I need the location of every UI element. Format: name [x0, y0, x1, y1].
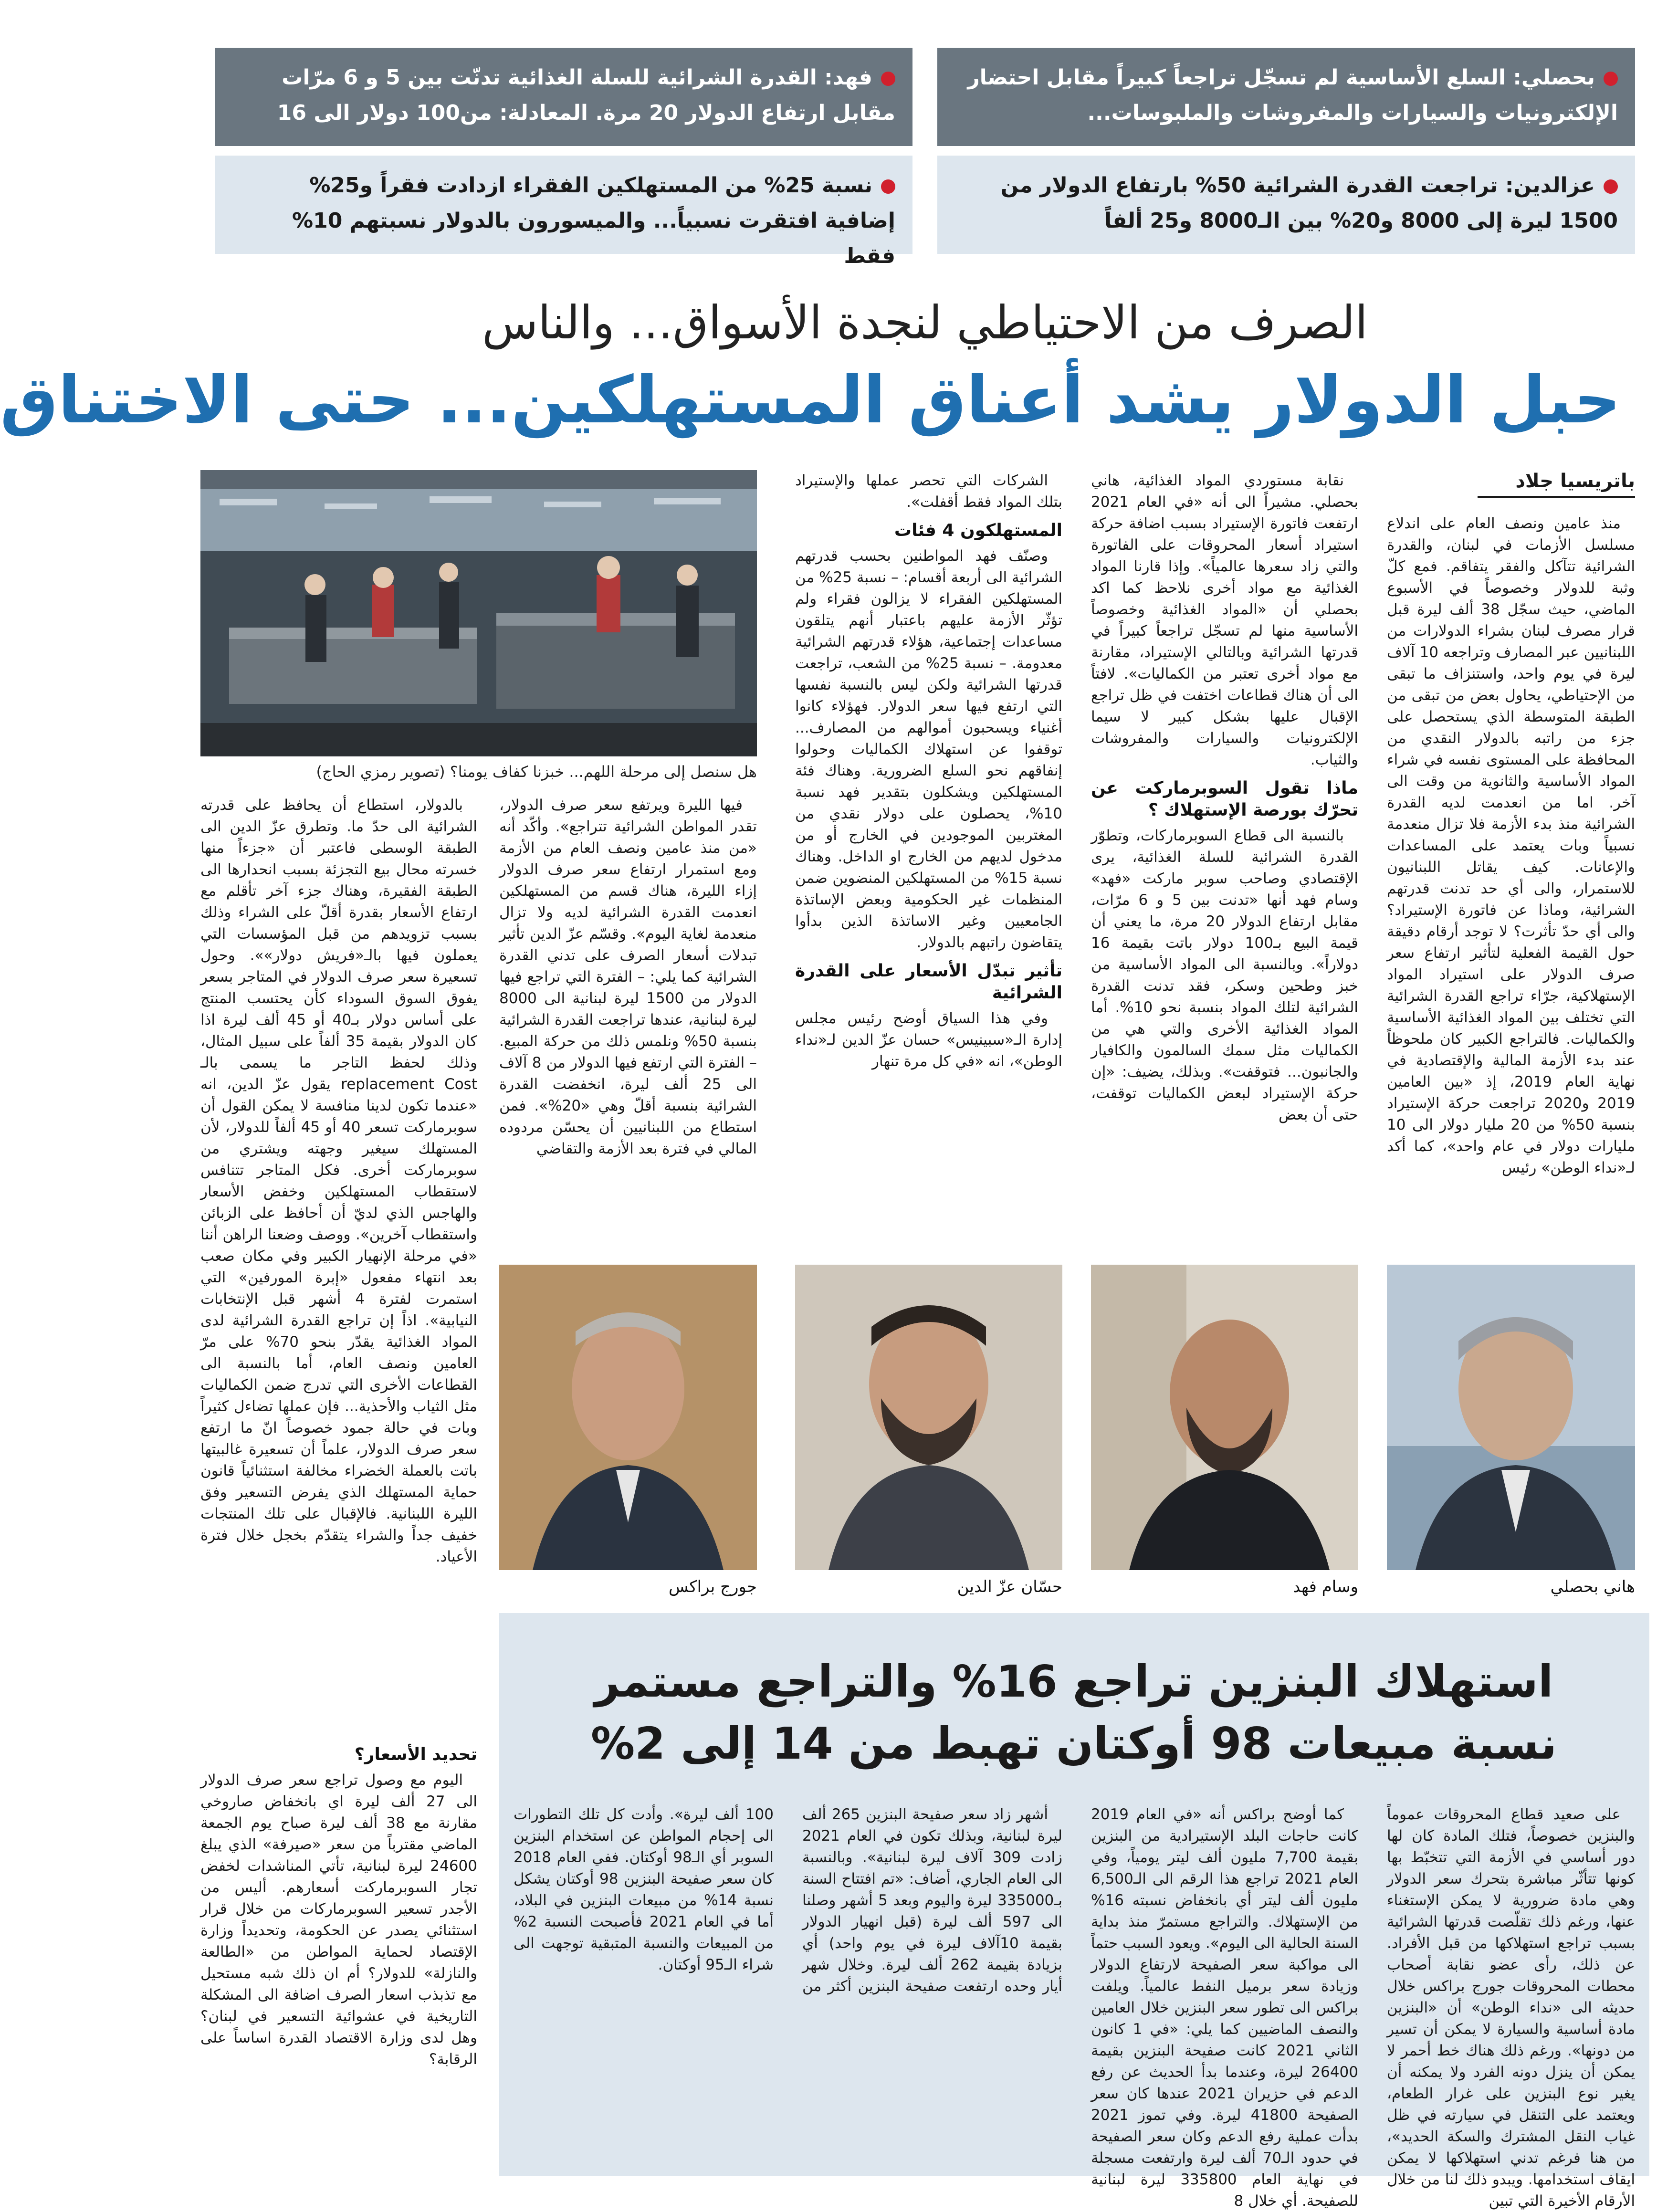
paragraph: على صعيد قطاع المحروقات عموماً والبنزين خصوصاً، فتلك المادة كان لها دور أساسي في الأزمة التي تتخبّط بها كونها تتأثّر مباشرة بتحرك سعر الدولار وهي مادة ضرورية لا يمكن الإستغناء عنها، ورغم ذلك تقلّصت قدرتها الشرائية بسبب تراجع استهلاكها من قبل الأفراد. عن ذلك، رأى عضو نقابة أصحاب محطات المحروقات جورج براكس خلال حديثه الى «نداء الوطن» أن «البنزين مادة أساسية والسيارة لا يمكن أن تسير من دونها». ورغم ذلك هناك خط أحمر لا يمكن أن ينزل دونه الفرد ولا يمكنه أن يغير نوع البنزين على غرار الطعام، ويعتمد على التنقل في سيارته في ظل غياب النقل المشترك والسكة الحديد»، من هنا فرغم تدني استهلاكها لا يمكن ايقاف استخدامها. ويبدو ذلك لنا من خلال الأرقام الأخيرة التي تبين: [1387, 1806, 1635, 2210]
article-column-1: [1387, 513, 1635, 1248]
portrait-hassan-izzeddine: [795, 1265, 1062, 1570]
article-column-2: [1091, 470, 1358, 1248]
portrait-george-brax: [499, 1265, 757, 1570]
paragraph: بالنسبة الى قطاع السوبرماركات، وتطوّر القدرة الشرائية للسلة الغذائية، يرى الإقتصادي وصاحب سوبر ماركت «فهد» وسام فهد أنها «تدنت بين 5 و 6 مرّات، مقابل ارتفاع الدولار 20 مرة، ما يعني أن قيمة البيع بـ100 دولار باتت بقيمة 16 دولاراً». وبالنسبة الى المواد الأساسية من خبز وطحين وسكر، فقد تدنت القدرة الشرائية لتلك المواد بنسبة نحو 10%. أما المواد الغذائية الأخرى والتي هي من الكماليات مثل سمك السالمون والكافيار والجانبون... فتوقفت». وبذلك، يضيف: «إن حركة الإستيراد لبعض الكماليات توقفت، حتى أن بعض: [1091, 827, 1359, 1123]
subhead: ماذا تقول السوبرماركت عن تحرّك بورصة الإستهلاك ؟: [1091, 778, 1358, 820]
pricing-column: [200, 1737, 477, 2186]
kicker: الصرف من الاحتياطي لنجدة الأسواق... والناس: [482, 296, 1368, 349]
summary-text: نسبة 25% من المستهلكين الفقراء ازدادت فقراً و25% إضافية افتقرت نسبياً... والميسورون بالدولار نسبتهم 10% فقط: [292, 173, 895, 268]
summary-text: القدرة الشرائية للسلة الغذائية تدنّت بين 5 و 6 مرّات مقابل ارتفاع الدولار 20 مرة. المعادلة: من100 دولار الى 16: [277, 65, 895, 125]
summary-bahsali: [937, 48, 1635, 146]
summary-izzeddine: [937, 156, 1635, 254]
page-title: حبل الدولار يشد أعناق المستهلكين... حتى الاختناق: [0, 363, 1621, 438]
byline: باتريسيا جلاد: [1478, 470, 1635, 498]
summary-label: عزالدين:: [1505, 173, 1595, 198]
person-photo: [499, 1265, 757, 1570]
bullet-dot: [1604, 179, 1618, 194]
fuel-column-3: [514, 1804, 1062, 2167]
paragraph: منذ عامين ونصف العام على اندلاع مسلسل الأزمات في لبنان، والقدرة الشرائية تتآكل والفقر يتفاقم. فمع كلّ وثبة للدولار وخصوصاً في الأسبوع الماضي، حيث سجّل 38 ألف ليرة قبل قرار مصرف لبنان بشراء الدولارات من اللبنانيين عبر المصارف وتراجعه 10 آلاف ليرة في يوم واحد، واستنزاف ما تبقى من الإحتياطي، يحاول بعض من تبقى من الطبقة المتوسطة الذي يستحصل على جزء من راتبه بالدولار النقدي من المحافظة على المستوى نفسه في شراء المواد الأساسية والثانوية من وقت الى آخر. اما من انعدمت لديه القدرة الشرائية منذ بدء الأزمة فلا تزال منعدمة نسبياً وبات يعتمد على المساعدات والإعانات. كيف يقاتل اللبنانيون للاستمرار، والى أي حد تدنت قدرتهم الشرائية، وماذا عن فاتورة الإستيراد؟ والى أي حدّ تأثرت؟ لا توجد أرقام دقيقة حول القيمة الفعلية لتأثير ارتفاع سعر صرف الدولار على استيراد المواد الإستهلاكية، جرّاء تراجع القدرة الشرائية التي تختلف بين المواد الغذائية الأساسية والكماليات. فالتراجع الكبير كان ملحوظاً عند بدء الأزمة المالية والإقتصادية في نهاية العام 2019، إذ «بين العامين 2019 و2020 تراجعت حركة الإستيراد بنسبة 50% من 20 مليار دولار الى 10 مليارات دولار في عام واحد»، كما أكد لـ«نداء الوطن» رئيس: [1387, 515, 1636, 1176]
paragraph: اليوم مع وصول تراجع سعر صرف الدولار الى 27 ألف ليرة اي بانخفاض صاروخي مقارنة مع 38 ألف ليرة صباح يوم الجمعة الماضي مقترباً من سعر «صيرفة» الذي يبلغ 24600 ليرة لبنانية، تأتي المناشدات لخفض تجار السوبرماركت أسعارهم. أليس من الأجدر تسعير السوبرماركات من خلال قرار استثنائي يصدر عن الحكومة، وتحديداً وزارة الإقتصاد لحماية المواطن من «الطالعة والنازلة» للدولار؟ أم ان ذلك شبه مستحيل مع تذبذب اسعار الصرف اضافة الى المشكلة التاريخية في عشوائية التسعير في لبنان؟ وهل لدى وزارة الاقتصاد القدرة اساساً على الرقابة؟: [200, 1772, 477, 2068]
paragraph: وفي هذا السياق أوضح رئيس مجلس إدارة الـ«سبينيس» حسان عزّ الدين لـ«نداء الوطن»، انه «في كل مرة تنهار: [795, 1010, 1062, 1070]
portrait-caption: حسّان عزّ الدين: [957, 1577, 1062, 1596]
paragraph: وصنّف فهد المواطنين بحسب قدرتهم الشرائية الى أربعة أقسام: – نسبة 25% من المستهلكين الفقراء لا يزالون فقراء ولم تؤثّر الأزمة عليهم باعتبار أنهم يتلقون مساعدات إجتماعية، هؤلاء قدرتهم الشرائية معدومة. – نسبة 25% من الشعب، تراجعت قدرتها الشرائية ولكن ليس بالنسبة نفسها التي ارتفع فيها سعر الدولار. فهؤلاء كانوا أغنياء ويسحبون أموالهم من المصارف... توقفوا عن استهلاك الكماليات وحولوا إنفاقهم نحو السلع الضرورية. وهناك فئة المستهلكين ويشكلون بتقدير فهد نسبة 10%، يحصلون على دولار نقدي من المغتربين الموجودين في الخارج أو من مدخول لديهم من الخارج او الداخل. وهناك نسبة 15% من المستهلكين المنضوين ضمن المنظمات غير الحكومية وبعض الإساتذة الجامعيين وغير الاساتذة الذين بدأوا يتقاضون راتبهم بالدولار.: [795, 547, 1062, 951]
bullet-dot: [1604, 72, 1618, 86]
paragraph: كما أوضح براكس أنه «في العام 2019 كانت حاجات البلد الإستيرادية من البنزين بقيمة 7,700 مليون ألف ليتر يومياً، وفي العام 2021 تراجع هذا الرقم الى الـ6,500 مليون ألف ليتر أي بانخفاض نسبته 16% من الإستهلاك. والتراجع مستمرّ منذ بداية السنة الحالية الى اليوم». ويعود السبب حتماً الى مواكبة سعر الصفيحة لارتفاع الدولار وزيادة سعر برميل النفط عالمياً. ويلفت براكس الى تطور سعر البنزين خلال العامين والنصف الماضيين كما يلي: «في 1 كانون الثاني 2021 كانت صفيحة البنزين بقيمة 26400 ليرة، وعندما بدأ الحديث عن رفع الدعم في حزيران 2021 عندها كان سعر الصفيحة 41800 ليرة. وفي تموز 2021 بدأت عملية رفع الدعم وكان سعر الصفيحة في حدود الـ70 ألف ليرة وارتفعت مسجلة في نهاية العام 335800 ليرة لبنانية للصفيحة. أي خلال 8: [1091, 1806, 1359, 2210]
summary-label: بحصلي:: [1513, 65, 1595, 90]
paragraph: الشركات التي تحصر عملها والإستيراد بتلك المواد فقط أقفلت».: [795, 472, 1062, 511]
paragraph: أشهر زاد سعر صفيحة البنزين 265 ألف ليرة لبنانية، وبذلك تكون في العام 2021 زادت 309 آلاف ليرة لبنانية». وبالنسبة الى العام الجاري، أضاف: «تم افتتاح السنة بـ335000 ليرة واليوم وبعد 5 أشهر وصلنا الى 597 ألف ليرة (قبل انهيار الدولار بقيمة 10آلاف ليرة في يوم واحد) أي بزيادة بقيمة 262 ألف ليرة. وخلال شهر أيار وحده ارتفعت صفيحة البنزين أكثر من 100 ألف ليرة». وأدت كل تلك التطورات الى إحجام المواطن عن استخدام البنزين السوبر أي الـ98 أوكتان. ففي العام 2018 كان سعر صفيحة البنزين 98 أوكتان يشكل نسبة 14% من مبيعات البنزين في البلاد، أما في العام 2021 فأصبحت النسبة 2% من المبيعات والنسبة المتبقية توجهت الى شراء الـ95 أوكتان.: [514, 1806, 1063, 1995]
summary-consumers: [215, 156, 912, 268]
article-column-4: [499, 795, 757, 1248]
person-photo: [1091, 1265, 1358, 1570]
portrait-caption: وسام فهد: [1293, 1577, 1358, 1596]
supermarket-illustration: [200, 470, 757, 756]
summary-text: السلع الأساسية لم تسجّل تراجعاً كبيراً مقابل احتضار الإلكترونيات والسيارات والمفروشات والملبوسات...: [967, 65, 1618, 125]
fuel-headline-2: نسبة مبيعات 98 أوكتان تهبط من 14 إلى 2%: [590, 1718, 1557, 1769]
article-column-5: [200, 795, 477, 1718]
paragraph: فيها الليرة ويرتفع سعر صرف الدولار، تقدر المواطن الشرائية تتراجع». وأكّد أنه «من منذ عامين ونصف العام من الأزمة ومع استمرار ارتفاع سعر صرف الدولار إزاء الليرة، هناك قسم من المستهلكين انعدمت القدرة الشرائية لديه ولا تزال منعدمة لغاية اليوم». وقسّم عزّ الدين تأثير تبدلات أسعار الصرف على تدني القدرة الشرائية كما يلي: – الفترة التي تراجع فيها الدولار من 1500 ليرة لبنانية الى 8000 ليرة لبنانية، عندها تراجعت القدرة الشرائية بنسبة 50% ونلمس ذلك من حركة المبيع. – الفترة التي ارتفع فيها الدولار من 8 آلاف الى 25 ألف ليرة، انخفضت القدرة الشرائية بنسبة أقلّ وهي «20%». فمن استطاع من اللبنانيين أن يحسّن مردوده المالي في فترة بعد الأزمة والتقاضي: [499, 797, 757, 1157]
supermarket-photo: [200, 470, 757, 756]
subhead: تحديد الأسعار؟: [354, 1745, 477, 1764]
portrait-caption: جورج براكس: [669, 1577, 757, 1596]
person-photo: [1387, 1265, 1635, 1570]
summary-label: فهد:: [824, 65, 872, 90]
bullet-dot: [881, 179, 895, 194]
fuel-column-2: [1091, 1804, 1359, 2210]
portrait-caption: هاني بحصلي: [1550, 1577, 1635, 1596]
summary-text: تراجعت القدرة الشرائية 50% بارتفاع الدولار من 1500 ليرة إلى 8000 و20% بين الـ8000 و25 ألفاً: [1000, 173, 1618, 233]
fuel-column-1: [1387, 1804, 1635, 2210]
subhead: تأثير تبدّل الأسعار على القدرة الشرائية: [795, 961, 1062, 1003]
paragraph: بالدولار، استطاع أن يحافظ على قدرته الشرائية الى حدّ ما. وتطرق عزّ الدين الى الطبقة الوسطى فاعتبر أن «جزءاً منها خسرته محال بيع التجزئة بسبب انحدارها الى الطبقة الفقيرة، وهناك جزء آخر تأقلم مع ارتفاع الأسعار بقدرة أقلّ على الشراء وذلك بسبب تزويدهم من قبل المؤسسات التي يعملون فيها بالـ«فريش دولار»». وحول تسعيرة سعر صرف الدولار في المتاجر بسعر يفوق السوق السوداء كأن يحتسب المنتج على أساس دولار بـ40 أو 45 ألف ليرة اذا كان الدولار بقيمة 35 ألفاً على سبيل المثال، وذلك لحفظ التاجر ما يسمى بالـ replacement Cost يقول عزّ الدين، انه «عندما تكون لدينا منافسة لا يمكن القول أن سوبرماركت تسعر 40 أو 45 ألفاً للدولار، لأن المستهلك سيغير وجهته ويشتري من سوبرماركت أخرى. فكل المتاجر تتنافس لاستقطاب المستهلكين وخفض الأسعار والهاجس الذي لديّ أن أحافظ على الزبائن واستقطاب آخرين». ووصف وضعنا الراهن أننا «في مرحلة الإنهيار الكبير وفي مكان صعب بعد انتهاء مفعول «إبرة المورفين» التي استمرت لفترة 4 أشهر قبل الإنتخابات النيابية». اذاً إن تراجع القدرة الشرائية لدى المواد الغذائية يقدّر بنحو 70% على مرّ العامين ونصف العام، أما بالنسبة الى القطاعات الأخرى التي تدرج ضمن الكماليات مثل الثياب والأحذية... فإن عملها تضاءل كثيراً وبات في حالة جمود خصوصاً انّ ما ارتفع سعر صرف الدولار، علماً أن تسعيرة غالبيتها باتت بالعملة الخضراء مخالفة استثنائياً قانون حماية المستهلك الذي يفرض التسعير وفق الليرة اللبنانية. فالإقبال على تلك المنتجات خفيف جداً والشراء يتقدّم بخجل خلال فترة الأعياد.: [200, 797, 478, 1565]
subhead: المستهلكون 4 فئات: [894, 521, 1062, 540]
paragraph: نقابة مستوردي المواد الغذائية، هاني بحصلي. مشيراً الى أنه «في العام 2021 ارتفعت فاتورة الإستيراد بسبب اضافة حركة استيراد أسعار المحروقات على الفاتورة والتي زاد سعرها عالمياً». وإذا قارنا المواد الغذائية مع مواد أخرى نلاحظ كما اكد بحصلي أن «المواد الغذائية وخصوصاً الأساسية منها لم تسجّل تراجعاً كبيراً في قدرتها الشرائية وبالتالي الإستيراد، مقارنة مع مواد أخرى تعتبر من الكماليات». لافتاً الى أن هناك قطاعات اختفت في ظل تراجع الإقبال عليها بشكل كبير لا سيما الإلكترونيات والسيارات والمفروشات والثياب.: [1091, 472, 1358, 768]
summary-fahd: [215, 48, 912, 146]
portrait-hani-bahsali: [1387, 1265, 1635, 1570]
photo-caption: هل سنصل إلى مرحلة اللهم... خبزنا كفاف يومنا؟ (تصوير رمزي الحاج): [316, 763, 757, 781]
portrait-wissam-fahd: [1091, 1265, 1358, 1570]
person-photo: [795, 1265, 1062, 1570]
fuel-headline-1: استهلاك البنزين تراجع 16% والتراجع مستمر: [594, 1656, 1553, 1707]
article-column-3: [795, 470, 1062, 1248]
bullet-dot: [881, 72, 895, 86]
